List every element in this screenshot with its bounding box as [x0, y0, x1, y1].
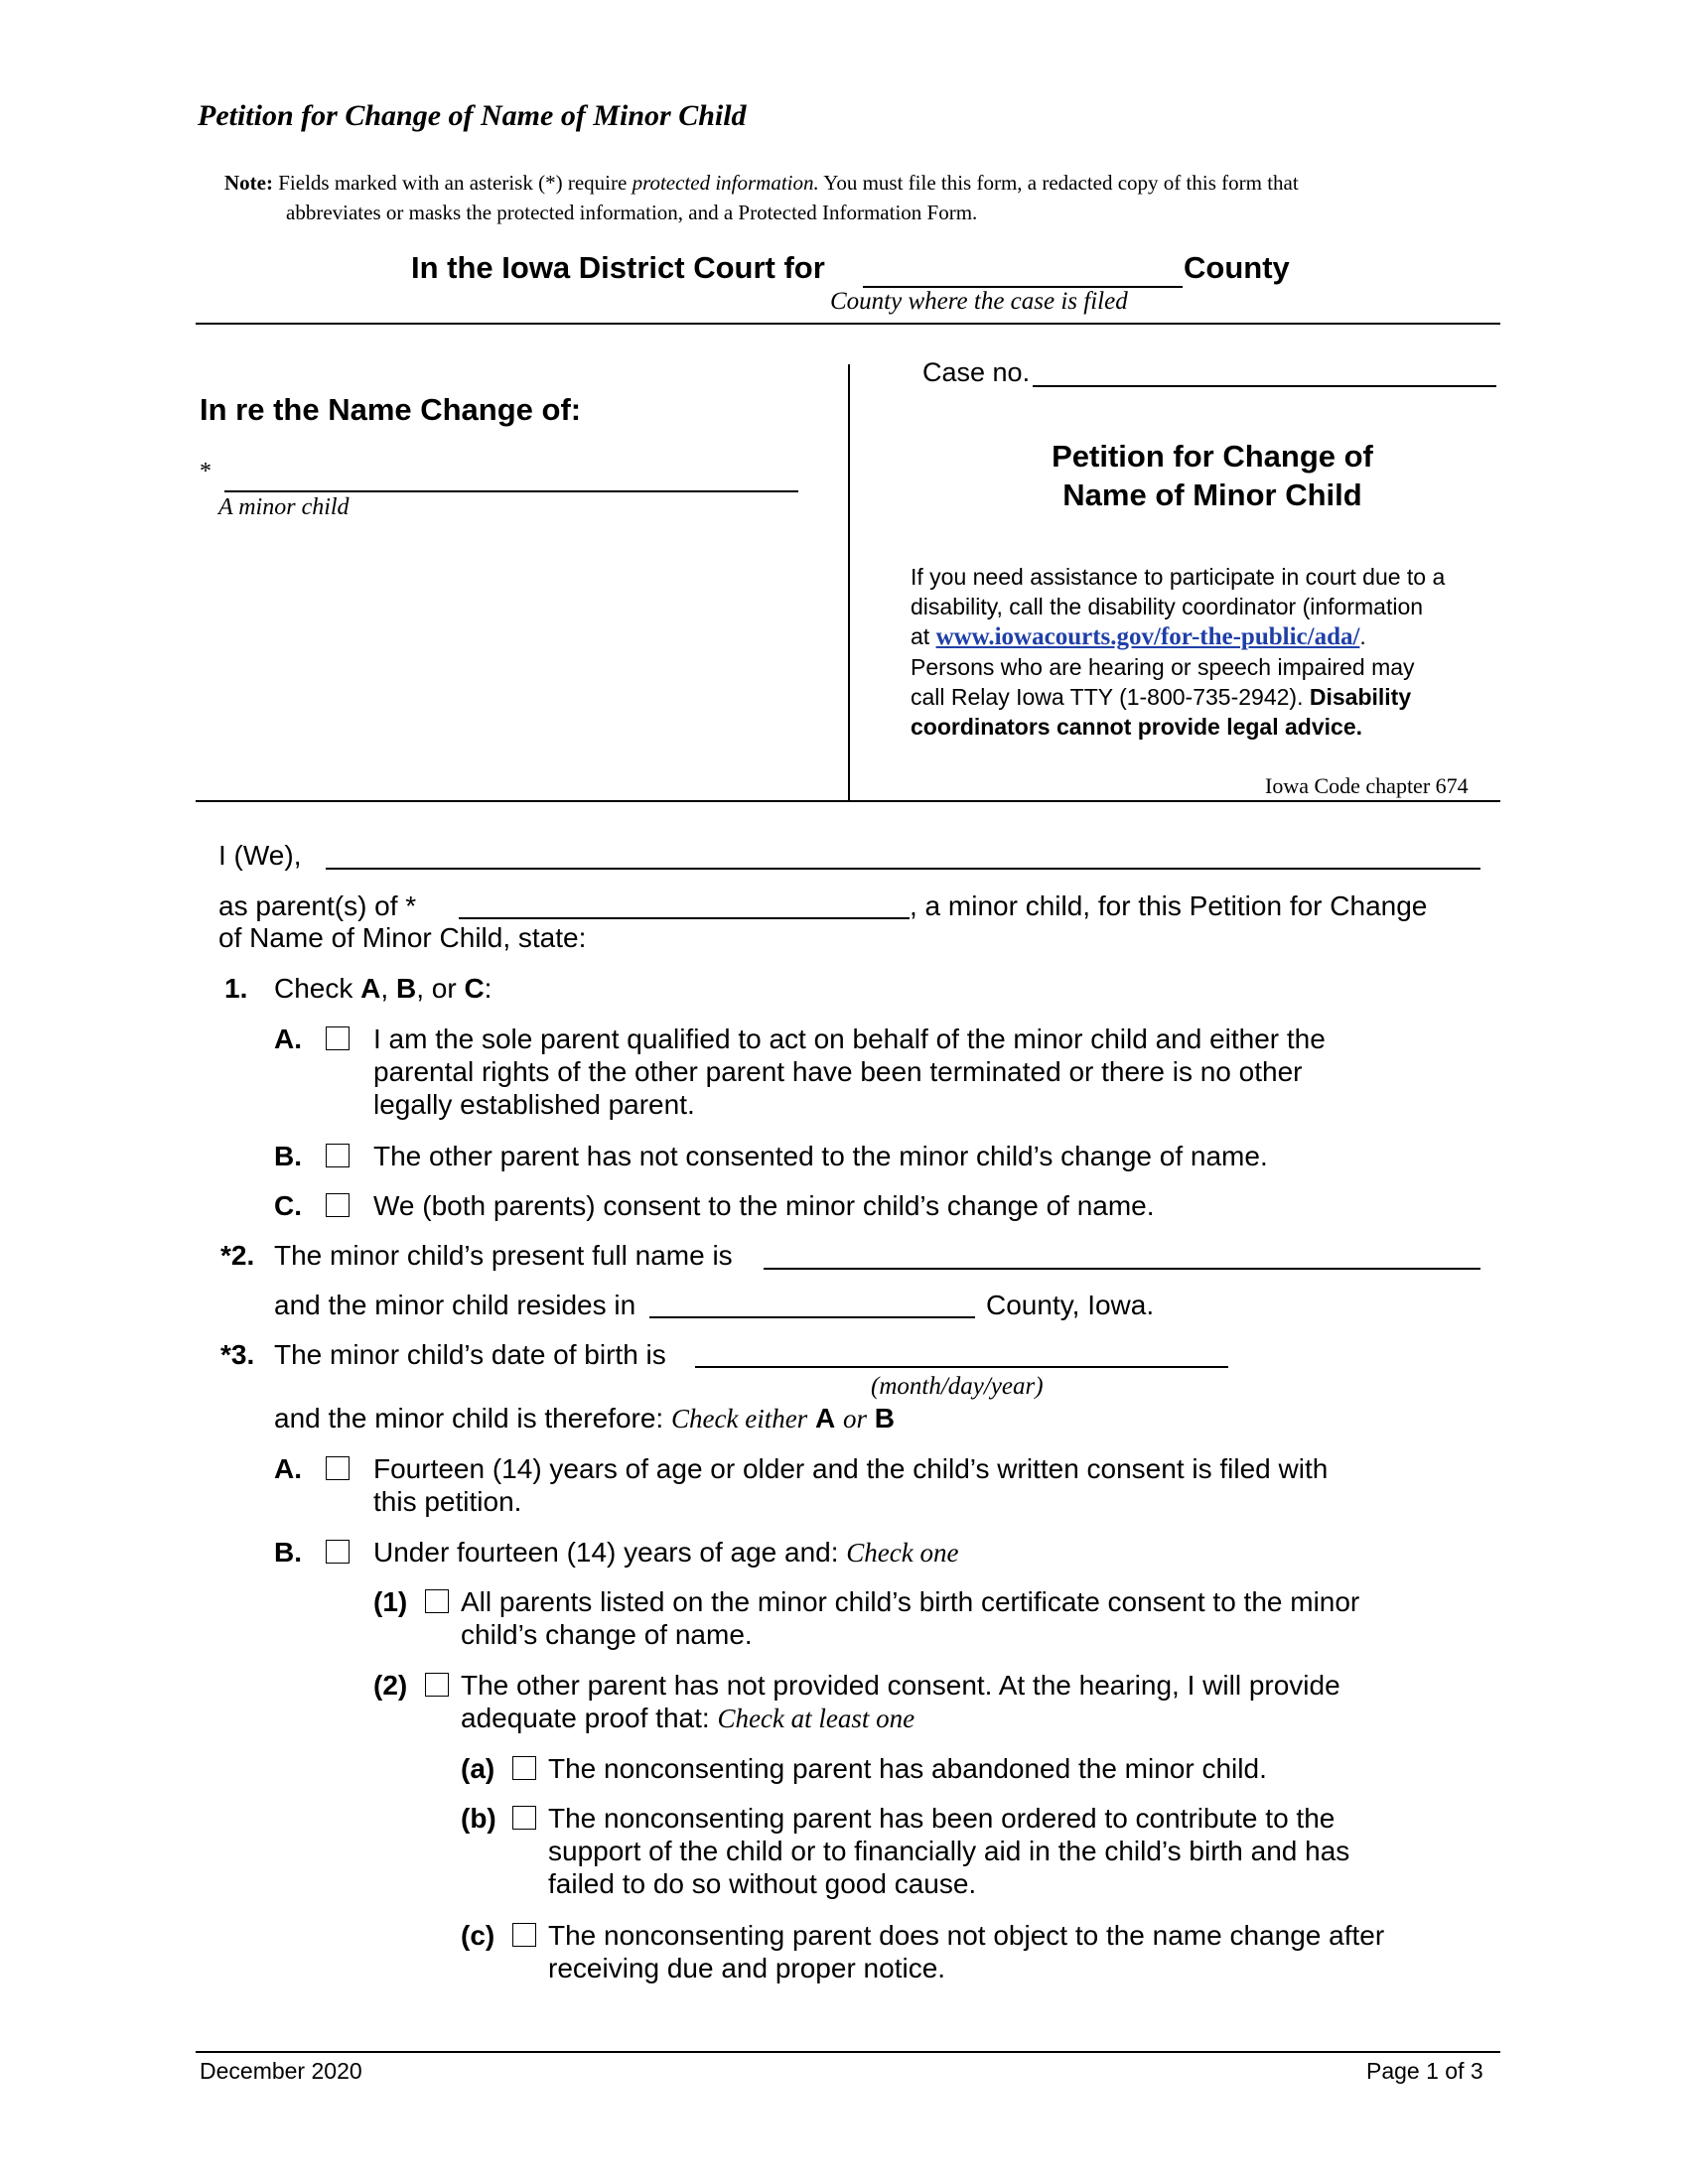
sub-a-text: The nonconsenting parent has abandoned the minor child. [548, 1753, 1267, 1784]
sub-b-line2: support of the child or to financially aid in the child’s birth and has [548, 1836, 1350, 1866]
caption-divider [848, 364, 850, 801]
sub2-line2: adequate proof that: [461, 1703, 710, 1733]
sub2-hint: Check at least one [717, 1704, 915, 1733]
item1-option-a-line3: legally established parent. [373, 1089, 695, 1120]
sub-a-checkbox[interactable] [512, 1756, 536, 1780]
item3-option-a-line1: Fourteen (14) years of age or older and the child’s written consent is filed with [373, 1453, 1329, 1484]
item1-c: C [464, 973, 485, 1004]
item3-option-b-letter: B. [274, 1537, 302, 1568]
sub2-text [461, 1669, 1340, 1735]
court-suffix: County [1184, 250, 1290, 285]
i-we-label: I (We), [218, 840, 302, 871]
in-re-heading: In re the Name Change of: [200, 392, 582, 427]
item1-a: A [360, 973, 381, 1004]
item2-number: *2. [220, 1240, 255, 1271]
ada-line5a: call Relay Iowa TTY (1-800-735-2942). [911, 684, 1304, 710]
item3-option-b-label: Under fourteen (14) years of age and: [373, 1537, 839, 1568]
item1-number: 1. [224, 973, 248, 1004]
item1-b: B [395, 973, 417, 1004]
caption-title [1009, 437, 1416, 514]
item3-b: B [874, 1403, 896, 1433]
sub-b-checkbox[interactable] [512, 1806, 536, 1830]
ada-notice [911, 562, 1445, 742]
sub-b-line1: The nonconsenting parent has been ordered to contribute to the [548, 1803, 1336, 1834]
item1-instruction [274, 972, 492, 1005]
item1-or: , or [416, 973, 457, 1004]
note [224, 168, 1299, 227]
state-line: of Name of Minor Child, state: [218, 922, 587, 953]
item3-option-b-hint: Check one [846, 1538, 959, 1568]
sub-a-number: (a) [461, 1753, 495, 1784]
item1-option-b-checkbox[interactable] [326, 1144, 350, 1167]
note-emphasis: protected information. [632, 171, 819, 195]
ada-line1: If you need assistance to participate in court due to a [911, 564, 1446, 590]
sub2-number: (2) [373, 1670, 408, 1701]
sub1-checkbox[interactable] [425, 1589, 449, 1613]
item3-option-a-letter: A. [274, 1453, 302, 1484]
item3-option-b-text [373, 1536, 959, 1570]
ada-line5b: Disability [1309, 684, 1412, 710]
county-sublabel: County where the case is filed [830, 288, 1128, 315]
note-line2: abbreviates or masks the protected information, and a Protected Information Form. [286, 201, 978, 224]
residence-county-field[interactable] [649, 1316, 975, 1318]
item1-option-c-letter: C. [274, 1190, 302, 1221]
ada-line6: coordinators cannot provide legal advice. [911, 714, 1363, 740]
note-text-before: Fields marked with an asterisk (*) require [278, 171, 628, 195]
sub-c-line1: The nonconsenting parent does not object to the name change after [548, 1920, 1385, 1951]
item3-or: or [843, 1404, 868, 1433]
minor-child-for-text: , a minor child, for this Petition for Change [910, 890, 1428, 921]
statute: Iowa Code chapter 674 [1265, 773, 1469, 798]
ada-at: at [911, 623, 930, 649]
sub-c-number: (c) [461, 1920, 495, 1951]
minor-child-label: A minor child [218, 494, 350, 520]
sub-b-text [548, 1802, 1349, 1900]
item3-therefore [274, 1402, 895, 1435]
case-no-label: Case no. [922, 357, 1031, 387]
item1-option-a-checkbox[interactable] [326, 1026, 350, 1050]
item1-check: Check [274, 973, 353, 1004]
sub-c-line2: receiving due and proper notice. [548, 1953, 946, 1983]
item2-text: The minor child’s present full name is [274, 1240, 733, 1271]
sub1-number: (1) [373, 1586, 408, 1617]
date-format-hint: (month/day/year) [871, 1373, 1044, 1400]
item1-option-a-line1: I am the sole parent qualified to act on behalf of the minor child and either the [373, 1024, 1326, 1054]
sub-b-line3: failed to do so without good cause. [548, 1868, 977, 1899]
item1-option-b-text: The other parent has not consented to the minor child’s change of name. [373, 1141, 1268, 1171]
sub2-line1: The other parent has not provided consent. At the hearing, I will provide [461, 1670, 1340, 1701]
caption-bottom-rule [196, 800, 1500, 802]
ada-link[interactable]: www.iowacourts.gov/for-the-public/ada/ [935, 623, 1360, 650]
item3-a: A [814, 1403, 836, 1433]
sub2-checkbox[interactable] [425, 1673, 449, 1697]
item1-option-c-text: We (both parents) consent to the minor child’s change of name. [373, 1190, 1155, 1221]
item1-option-a-letter: A. [274, 1024, 302, 1054]
item3-option-b-checkbox[interactable] [326, 1540, 350, 1564]
item1-option-a-line2: parental rights of the other parent have been terminated or there is no other [373, 1056, 1303, 1087]
caption-title-line2: Name of Minor Child [1062, 478, 1362, 512]
court-prefix: In the Iowa District Court for [411, 250, 825, 285]
sub1-line1: All parents listed on the minor child’s birth certificate consent to the minor [461, 1586, 1360, 1617]
ada-line2: disability, call the disability coordinator (information [911, 594, 1424, 619]
sub-c-checkbox[interactable] [512, 1923, 536, 1947]
item1-colon: : [484, 973, 492, 1004]
note-label: Note: [224, 171, 273, 195]
caption-title-line1: Petition for Change of [1052, 439, 1373, 474]
asterisk: * [200, 459, 211, 484]
item3-option-a-text [373, 1452, 1328, 1518]
date-of-birth-field[interactable] [695, 1366, 1228, 1368]
sub1-text [461, 1585, 1359, 1651]
sub-b-number: (b) [461, 1803, 496, 1834]
item3-option-a-checkbox[interactable] [326, 1456, 350, 1480]
note-text-after: You must file this form, a redacted copy of this form that [823, 171, 1299, 195]
child-name-field[interactable] [459, 917, 910, 919]
caption-top-rule [196, 323, 1500, 325]
item3-text: The minor child’s date of birth is [274, 1339, 666, 1370]
present-full-name-field[interactable] [764, 1268, 1480, 1270]
petitioner-names-field[interactable] [326, 868, 1480, 870]
parents-of-label: as parent(s) of * [218, 890, 417, 921]
item1-option-b-letter: B. [274, 1141, 302, 1171]
sub1-line2: child’s change of name. [461, 1619, 753, 1650]
item3-number: *3. [220, 1339, 255, 1370]
ada-period: . [1359, 623, 1366, 649]
minor-child-name-field[interactable] [224, 490, 798, 492]
item2-county-text: County, Iowa. [986, 1290, 1155, 1320]
ada-line4: Persons who are hearing or speech impaired may [911, 654, 1415, 680]
case-no-field[interactable] [1033, 385, 1496, 387]
footer-date: December 2020 [200, 2058, 362, 2084]
footer-rule [196, 2051, 1500, 2053]
item3-check-either: Check either [671, 1404, 808, 1433]
item1-comma: , [380, 973, 389, 1004]
sub-c-text [548, 1919, 1384, 1984]
item1-option-a-text [373, 1023, 1326, 1121]
form-title: Petition for Change of Name of Minor Child [198, 99, 747, 132]
item1-option-c-checkbox[interactable] [326, 1193, 350, 1217]
footer-page: Page 1 of 3 [1366, 2058, 1483, 2084]
item3-therefore-text: and the minor child is therefore: [274, 1403, 664, 1433]
item2-resides-text: and the minor child resides in [274, 1290, 636, 1320]
item3-option-a-line2: this petition. [373, 1486, 522, 1517]
